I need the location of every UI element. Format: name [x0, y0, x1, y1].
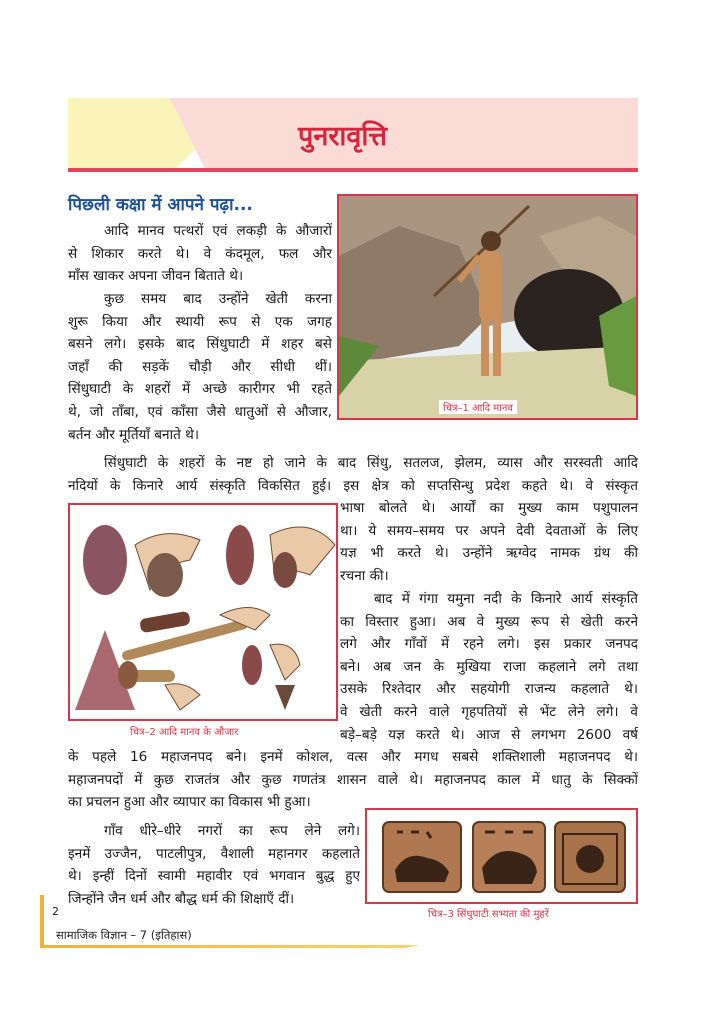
text-line: जिन्होंने जैन धर्म और बौद्ध धर्म की शिक्षाएँ दीं।	[68, 890, 295, 907]
figure-1-caption: चित्र–1 आदि मानव	[439, 400, 517, 414]
figure-3-caption: चित्र–3 सिंधुघाटी सभ्यता की मुहरें	[428, 909, 549, 920]
text-line: भाषा बोलते थे। आर्यों का मुख्य काम पशुपालन	[340, 500, 638, 516]
banner-underline	[68, 168, 638, 172]
book-title: सामाजिक विज्ञान – 7 (इतिहास)	[56, 928, 192, 942]
paragraph-1	[68, 220, 332, 288]
text-line: के पहले 16 महाजनपद बने। इनमें कोशल, वत्स और मगध सबसे शक्तिशाली महाजनपद थे।	[68, 749, 638, 765]
figure-2-caption: चित्र–2 आदि मानव के औजार	[130, 727, 239, 738]
text-line: थे, जो ताँबा, एवं काँसा जैसे धातुओं से औजार,	[68, 403, 332, 420]
early-man-illustration	[339, 196, 636, 418]
text-line: थे। इन्हीं दिनों स्वामी महावीर एवं भगवान बुद्ध हुए	[68, 868, 360, 885]
chapter-title: पुनरावृत्ति	[298, 121, 388, 152]
paragraph-3	[68, 452, 638, 497]
figure-indus-seals	[365, 808, 638, 904]
text-line: बसने लगे। इसके बाद सिंधुघाटी में शहर बसे	[68, 336, 332, 353]
text-line: नदियों के किनारे आर्य संस्कृति विकसित हुई। इस क्षेत्र को सप्तसिन्धु प्रदेश कहते थे। वे संस्कृत	[68, 477, 638, 494]
paragraph-4-continued	[68, 746, 638, 814]
text-line: सिंधुघाटी के शहरों में अच्छे कारीगर भी रहते	[68, 381, 332, 398]
text-line: था। ये समय–समय पर अपने देवी देवताओं के लिए	[340, 522, 638, 539]
text-line: बने। अब जन के मुखिया राजा कहलाने लगे तथा	[340, 658, 638, 675]
text-line: शुरू किया और स्थायी रूप से एक जगह	[68, 313, 332, 330]
text-line: गाँव धीरे–धीरे नगरों का रूप लेने लगे।	[104, 823, 360, 839]
text-line: माँस खाकर अपना जीवन बिताते थे।	[68, 268, 244, 285]
text-line: सिंधुघाटी के शहरों के नष्ट हो जाने के बाद सिंधु, सतलज, झेलम, व्यास और सरस्वती आदि	[104, 455, 638, 471]
figure-early-man	[337, 194, 638, 420]
paragraph-5	[68, 820, 360, 910]
paragraph-2	[68, 288, 332, 446]
footer-rule	[40, 945, 420, 948]
text-line: बड़े–बड़े यज्ञ करते थे। आज से लगभग 2600 वर्ष	[340, 726, 638, 743]
text-line: का प्रचलन हुआ और व्यापार का विकास भी हुआ।	[68, 794, 311, 811]
footer-accent-bar	[40, 895, 44, 947]
text-line: जहाँ की सड़कें चौड़ी और सीधी थीं।	[68, 358, 332, 375]
stone-tools-illustration	[70, 505, 336, 719]
text-line: लगे और गाँवों में रहने लगे। इस प्रकार जनपद	[340, 636, 638, 653]
paragraph-4	[340, 588, 638, 746]
chapter-banner	[68, 98, 638, 172]
text-line: से शिकार करते थे। वे कंदमूल, फल और	[68, 245, 332, 262]
text-line: यज्ञ भी करते थे। उन्होंने ऋग्वेद नामक ग्रंथ की	[340, 545, 638, 562]
text-line: का विस्तार हुआ। अब वे मुख्य रूप से खेती करने	[340, 613, 638, 630]
paragraph-3-continued	[340, 497, 638, 587]
text-line: बर्तन और मूर्तियाँ बनाते थे।	[68, 426, 200, 443]
text-line: महाजनपदों में कुछ राजतंत्र और कुछ गणतंत्र शासन वाले थे। महाजनपद काल में धातु के सिक्कों	[68, 771, 638, 788]
section-subheading: पिछली कक्षा में आपने पढ़ा...	[68, 195, 253, 215]
page-number: 2	[52, 905, 59, 918]
text-line: कुछ समय बाद उन्होंने खेती करना	[104, 291, 332, 307]
figure-stone-tools	[68, 503, 338, 721]
text-line: उसके रिश्तेदार और सहयोगी राजन्य कहलाते थे।	[340, 681, 638, 698]
text-line: रचना की।	[340, 567, 389, 584]
text-line: आदि मानव पत्थरों एवं लकड़ी के औजारों	[104, 223, 332, 239]
text-line: बाद में गंगा यमुना नदी के किनारे आर्य संस्कृति	[374, 591, 638, 607]
indus-seals-illustration	[367, 810, 636, 902]
text-line: इनमें उज्जैन, पाटलीपुत्र, वैशाली महानगर कहलाते	[68, 845, 360, 862]
text-line: वे खेती करने वाले गृहपतियों से भेंट लेने लगे। वे	[340, 703, 638, 720]
